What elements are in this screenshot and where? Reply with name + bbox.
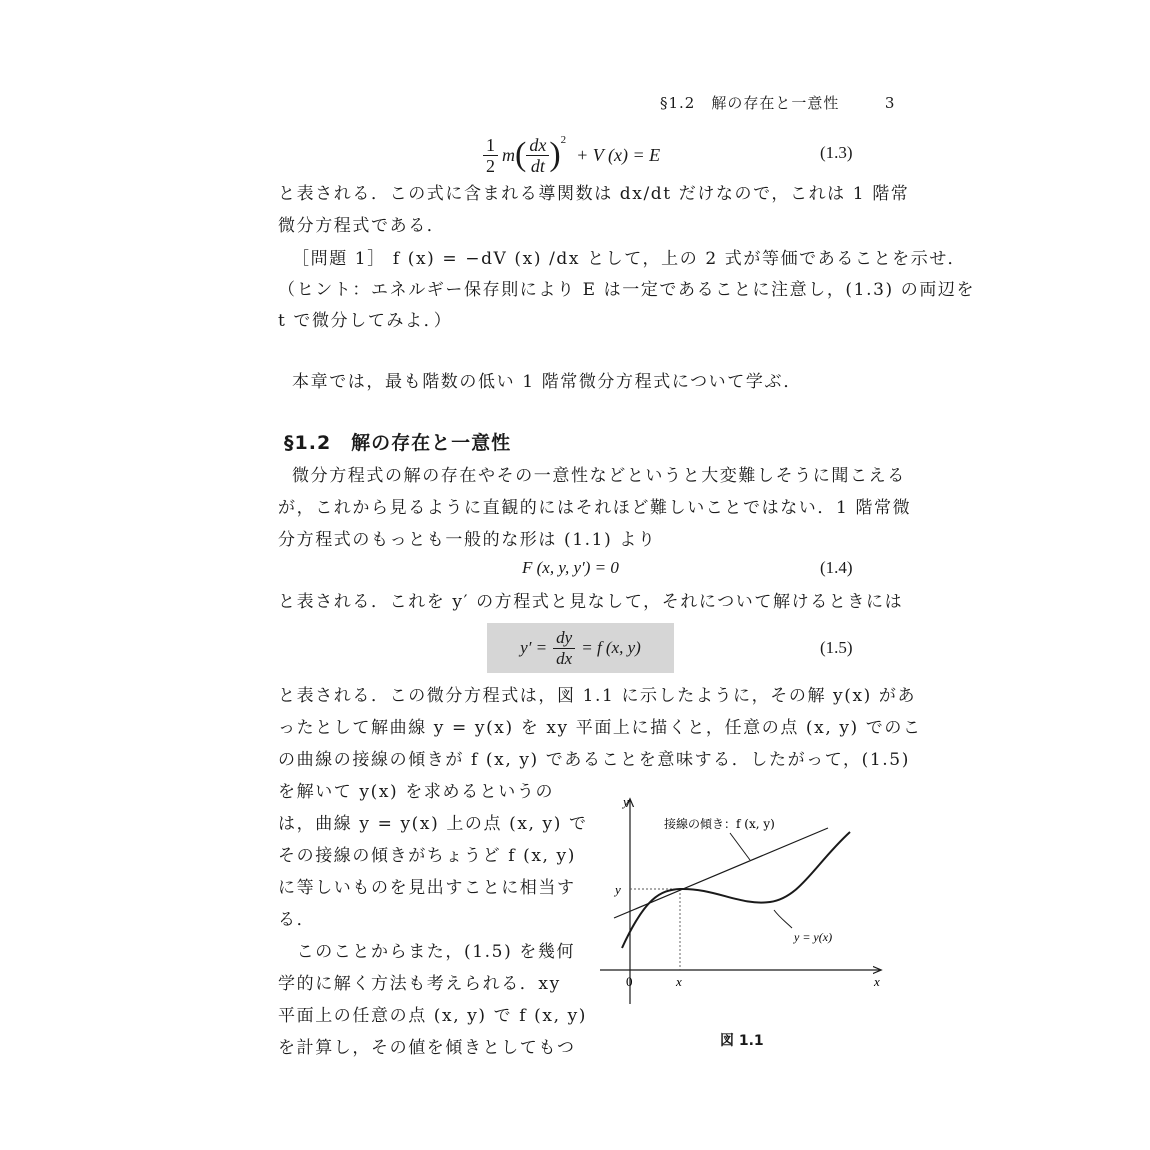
origin-label: 0	[626, 974, 633, 989]
equation-number-1-3: (1.3)	[820, 143, 853, 162]
equation-1-4: F (x, y, y′) = 0	[522, 558, 619, 577]
paragraph-6-line-4: に等しいものを見出すことに相当す	[278, 878, 576, 898]
equation-number-1-5: (1.5)	[820, 638, 853, 657]
equation-number-1-4: (1.4)	[820, 558, 853, 577]
paragraph-5-line-3: の曲線の接線の傾きが f (x, y) であることを意味する．したがって，(1.5)	[278, 750, 910, 770]
paragraph-1-line-1: と表される．この式に含まれる導関数は dx/dt だけなので，これは 1 階常	[278, 184, 910, 204]
header-page-number: 3	[884, 94, 896, 112]
problem-1-line-2: （ヒント：エネルギー保存則により E は一定であることに注意し，(1.3) の両辺を	[278, 280, 976, 300]
paragraph-2: 本章では，最も階数の低い 1 階常微分方程式について学ぶ．	[292, 372, 803, 392]
header-section: §1.2 解の存在と一意性	[660, 94, 840, 112]
figure-1-1	[590, 786, 890, 1016]
paragraph-1-line-2: 微分方程式である．	[278, 216, 446, 236]
problem-1-line-1: ［問題 1］ f (x) = −dV (x) /dx として，上の 2 式が等価であることを示せ．	[292, 249, 967, 269]
curve-label-leader	[774, 910, 792, 928]
equation-1-5-box: y′ = $\frac{dy}{dx}$ = f (x, y)	[487, 623, 674, 673]
x-axis-label: x	[874, 974, 880, 989]
paragraph-4: と表される．これを y′ の方程式と見なして，それについて解けるときには	[278, 592, 904, 612]
y-tick-label: y	[615, 882, 621, 897]
problem-1-line-3: t で微分してみよ．）	[278, 311, 453, 331]
fraction-dy-dx: $\frac{dy}{dx}$	[553, 628, 575, 669]
paragraph-6-line-9: を計算し，その値を傾きとしてもつ	[278, 1038, 576, 1058]
tangent-line	[614, 828, 828, 918]
curve-label: y = y(x)	[794, 930, 833, 944]
y-axis-label: y	[623, 794, 629, 809]
paragraph-3-line-3: 分方程式のもっとも一般的な形は (1.1) より	[278, 530, 657, 550]
paragraph-5-line-1: と表される．この微分方程式は，図 1.1 に示したように，その解 y(x) があ	[278, 686, 917, 706]
paragraph-6-line-6: このことからまた，(1.5) を幾何	[278, 942, 576, 962]
paragraph-3-line-2: が，これから見るように直観的にはそれほど難しいことではない．1 階常微	[278, 498, 912, 518]
running-header	[660, 92, 895, 113]
paragraph-6-line-1: を解いて y(x) を求めるというの	[278, 782, 555, 802]
tangent-slope-label: 接線の傾き：f (x, y)	[664, 817, 775, 831]
paragraph-6-line-3: その接線の傾きがちょうど f (x, y)	[278, 846, 576, 866]
fraction-half: $\frac{1}{2}$	[483, 135, 498, 176]
x-tick-label: x	[676, 974, 682, 989]
tangent-label-leader	[730, 833, 750, 860]
section-title: §1.2 解の存在と一意性	[284, 432, 512, 454]
paragraph-6-line-5: る．	[278, 910, 316, 930]
paragraph-6-line-7: 学的に解く方法も考えられる．xy	[278, 974, 561, 994]
paragraph-6-line-8: 平面上の任意の点 (x, y) で f (x, y)	[278, 1006, 588, 1026]
equation-1-3: $\frac{1}{2}$ m ( $\frac{dx}{dt}$ ) 2 + V (x) = E	[483, 132, 660, 178]
paragraph-3-line-1: 微分方程式の解の存在やその一意性などというと大変難しそうに聞こえる	[292, 466, 906, 486]
figure-caption: 図 1.1	[720, 1033, 764, 1049]
paragraph-5-line-2: ったとして解曲線 y = y(x) を xy 平面上に描くと，任意の点 (x, y) でのこ	[278, 718, 922, 738]
paragraph-6-line-2: は，曲線 y = y(x) 上の点 (x, y) で	[278, 814, 588, 834]
fraction-dx-dt: $\frac{dx}{dt}$	[526, 135, 549, 176]
